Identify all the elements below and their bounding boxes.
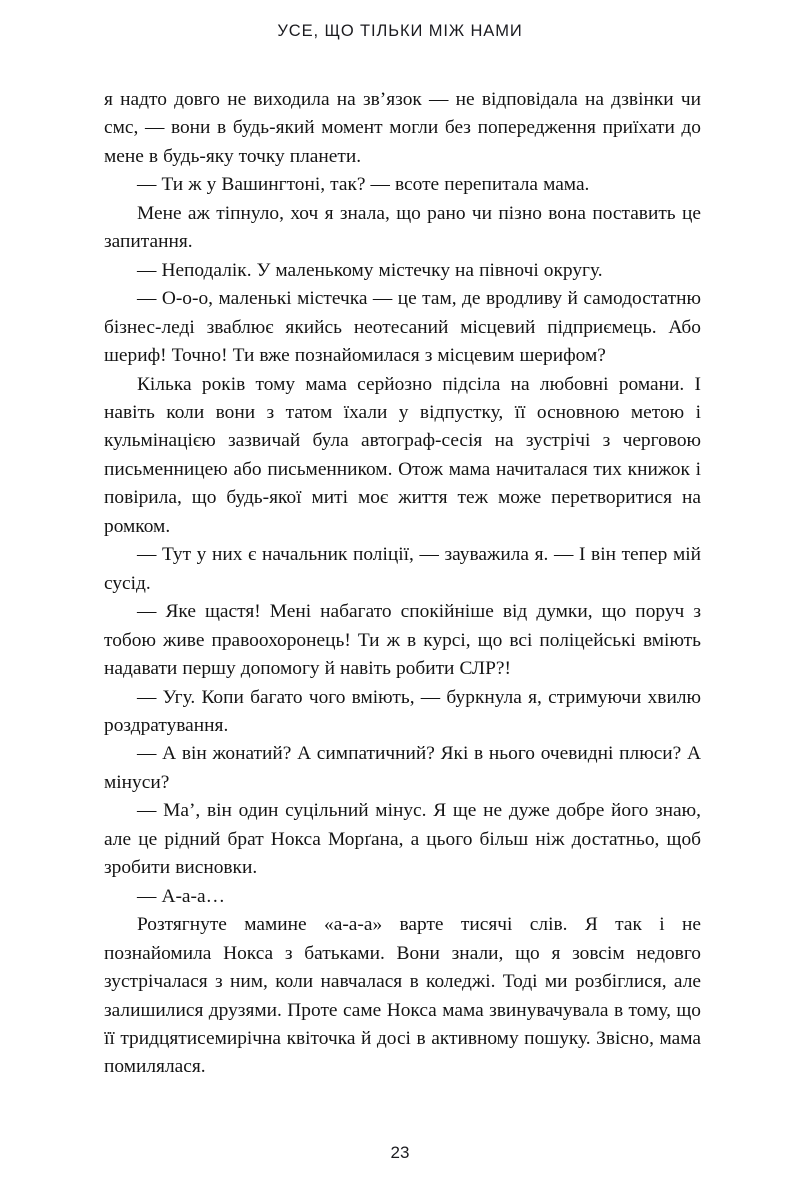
paragraph: — Ма’, він один суцільний мінус. Я ще не дуже добре його знаю, але це рідний брат Нокса Морґана, а цього більш ніж достатньо, щоб зробити висновки. (104, 800, 701, 879)
paragraph: — Тут у них є начальник поліції, — зауважила я. — І він тепер мій сусід. (104, 544, 701, 594)
paragraph: Розтягнуте мамине «а-а-а» варте тисячі слів. Я так і не познайомила Нокса з батьками. Вони знали, що я зовсім недовго зустрічалася з ним, коли навчалася в коледжі. Тоді ми розбіглися, але залишилися друзями. Проте саме Нокса мама звинувачувала в тому, що її тридцятисемирічна квіточка й досі в активному пошуку. Звісно, мама помилялася. (104, 914, 701, 1078)
paragraph: — А-а-а… (137, 885, 225, 907)
paragraph: — Неподалік. У маленькому містечку на півночі округу. (137, 259, 603, 281)
running-head: УСЕ, ЩО ТІЛЬКИ МІЖ НАМИ (277, 22, 523, 40)
paragraph: — Угу. Копи багато чого вміють, — буркнула я, стримуючи хвилю роздратування. (104, 686, 701, 736)
paragraph: Кілька років тому мама серйозно підсіла на любовні романи. І навіть коли вони з татом їхали у відпустку, її основною метою і кульмінацією зазвичай була автограф-сесія на зустрічі з черговою письменницею або письменником. Отож мама начиталася тих книжок і повірила, що будь-якої миті моє життя теж може перетворитися на ромком. (104, 373, 701, 537)
paragraph: — О-о-о, маленькі містечка — це там, де вродливу й самодостатню бізнес-леді зваблює якийсь неотесаний місцевий підприємець. Або шериф! Точно! Ти вже познайомилася з місцевим шерифом? (104, 288, 701, 367)
paragraph: Мене аж тіпнуло, хоч я знала, що рано чи пізно вона поставить це запитання. (104, 202, 701, 253)
paragraph: — Ти ж у Вашингтоні, так? — всоте перепитала мама. (137, 174, 590, 196)
body-text-column (104, 86, 701, 1082)
paragraph: я надто довго не виходила на зв’язок — не відповідала на дзвінки чи смс, — вони в будь-який момент могли без попередження приїхати до мене в будь-яку точку планети. (104, 89, 701, 167)
page-number: 23 (390, 1143, 410, 1162)
paragraph: — Яке щастя! Мені набагато спокійніше від думки, що поруч з тобою живе правоохоронець! Ти ж в курсі, що всі поліцейські вміють надавати першу допомогу й навіть робити СЛР?! (104, 601, 701, 680)
paragraph: — А він жонатий? А симпатичний? Які в нього очевидні плюси? А мінуси? (104, 743, 701, 793)
